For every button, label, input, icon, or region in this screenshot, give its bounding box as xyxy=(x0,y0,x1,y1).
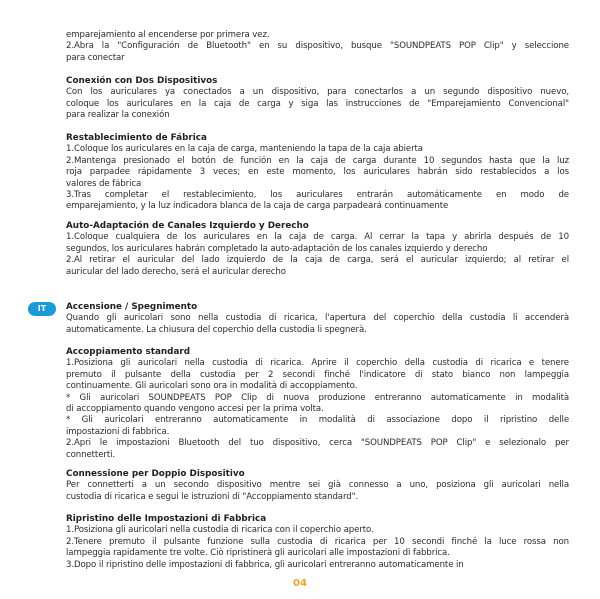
text-line: emparejamiento, y la luz indicadora blanca de la caja de carga parpadeará continuamente xyxy=(66,201,449,212)
text-line: impostazioni di fabbrica. xyxy=(66,426,170,437)
text-line: 3.Tras completar el restablecimiento, los auriculares entrarán automáticamente en modo de xyxy=(66,190,569,201)
page-number: 04 xyxy=(293,578,307,589)
text-line: continuamente. Gli auricolari sono ora in modalità di accoppiamento. xyxy=(66,381,358,392)
text-line: auricular del lado derecho, será el auricular derecho xyxy=(66,266,286,277)
text-line: di accoppiamento quando vengono accesi per la prima volta. xyxy=(66,404,324,415)
it-dual-device-section xyxy=(66,469,569,503)
text-line: para realizar la conexión xyxy=(66,110,170,121)
section-heading: Ripristino delle Impostazioni di Fabbrica xyxy=(66,514,267,524)
section-heading: Conexión con Dos Dispositivos xyxy=(66,76,218,86)
text-line: automaticamente. La chiusura del coperchio della custodia li spegnerà. xyxy=(66,324,367,335)
es-dual-device-section xyxy=(66,76,569,122)
text-line: * Gli auricolari SOUNDPEATS POP Clip di nuova produzione entreranno automaticamente in modalità xyxy=(66,392,569,403)
text-line: Con los auriculares ya conectados a un dispositivo, para conectarlos a un segundo dispositivo nuevo, xyxy=(66,87,569,98)
text-line: 2.Al retirar el auricular del lado izquierdo de la caja de carga, será el auricular izquierdo; al retirar el xyxy=(66,255,569,266)
text-line: Quando gli auricolari sono nella custodia di ricarica, l'apertura del coperchio della custodia li accenderà xyxy=(66,313,569,324)
text-line: coloque los auriculares en la caja de carga y siga las instrucciones de "Emparejamiento Convencional" xyxy=(66,98,569,109)
text-line: emparejamiento al encenderse por primera vez. xyxy=(66,30,270,40)
es-channel-auto-adapt-section xyxy=(66,221,569,278)
language-badge-it: IT xyxy=(28,302,56,316)
text-line: connetterti. xyxy=(66,449,116,460)
it-power-section xyxy=(66,302,569,336)
text-line: * Gli auricolari entreranno automaticamente in modalità di associazione dopo il ripristino delle xyxy=(66,415,569,426)
text-line: 1.Coloque los auriculares en la caja de carga, manteniendo la tapa de la caja abierta xyxy=(66,144,423,155)
text-line: 2.Apri le impostazioni Bluetooth del tuo dispositivo, cerca "SOUNDPEATS POP Clip" e selezionalo per xyxy=(66,438,569,449)
text-line: Per connetterti a un secondo dispositivo mentre sei già connesso a uno, posiziona gli auricolari nella xyxy=(66,480,569,491)
section-heading: Accoppiamento standard xyxy=(66,347,191,357)
es-factory-reset-section xyxy=(66,133,569,213)
it-standard-pairing-section xyxy=(66,347,569,461)
text-line: 2.Tenere premuto il pulsante funzione sulla custodia di ricarica per 10 secondi finché la luce rossa non xyxy=(66,536,569,547)
text-line: premuto il pulsante della custodia per 2 secondi finché l'indicatore di stato bianco non lampeggia xyxy=(66,369,569,380)
text-line: lampeggia rapidamente tre volte. Ciò ripristinerà gli auricolari alle impostazioni di fabbrica. xyxy=(66,548,450,559)
text-line: para conectar xyxy=(66,52,125,63)
text-line: 3.Dopo il ripristino delle impostazioni di fabbrica, gli auricolari entreranno automaticamente in xyxy=(66,559,464,570)
text-line: 2.Mantenga presionado el botón de función en la caja de carga durante 10 segundos hasta que la luz xyxy=(66,155,569,166)
it-factory-reset-section xyxy=(66,514,569,571)
text-line: 2.Abra la "Configuración de Bluetooth" en su dispositivo, busque "SOUNDPEATS POP Clip" y seleccione xyxy=(66,41,569,52)
section-heading: Auto-Adaptación de Canales Izquierdo y Derecho xyxy=(66,221,309,231)
text-line: 1.Coloque cualquiera de los auriculares en la caja de carga. Al cerrar la tapa y abrirla después de 10 xyxy=(66,232,569,243)
text-line: roja parpadee rápidamente 3 veces; en este momento, los auriculares habrán sido restablecidos a los xyxy=(66,167,569,178)
text-line: custodia di ricarica e segui le istruzioni di "Accoppiamento standard". xyxy=(66,491,359,502)
section-heading: Accensione / Spegnimento xyxy=(66,302,198,312)
text-line: 1.Posiziona gli auricolari nella custodia di ricarica. Aprire il coperchio della custodia di ricarica e tenere xyxy=(66,358,569,369)
text-line: segundos, los auriculares habrán completado la auto-adaptación de los canales izquierdo y derecho xyxy=(66,243,488,254)
text-line: valores de fábrica xyxy=(66,178,142,189)
section-heading: Restablecimiento de Fábrica xyxy=(66,133,207,143)
es-pairing-continuation xyxy=(66,30,569,64)
section-heading: Connessione per Doppio Dispositivo xyxy=(66,469,245,479)
text-line: 1.Posiziona gli auricolari nella custodia di ricarica con il coperchio aperto. xyxy=(66,525,374,536)
